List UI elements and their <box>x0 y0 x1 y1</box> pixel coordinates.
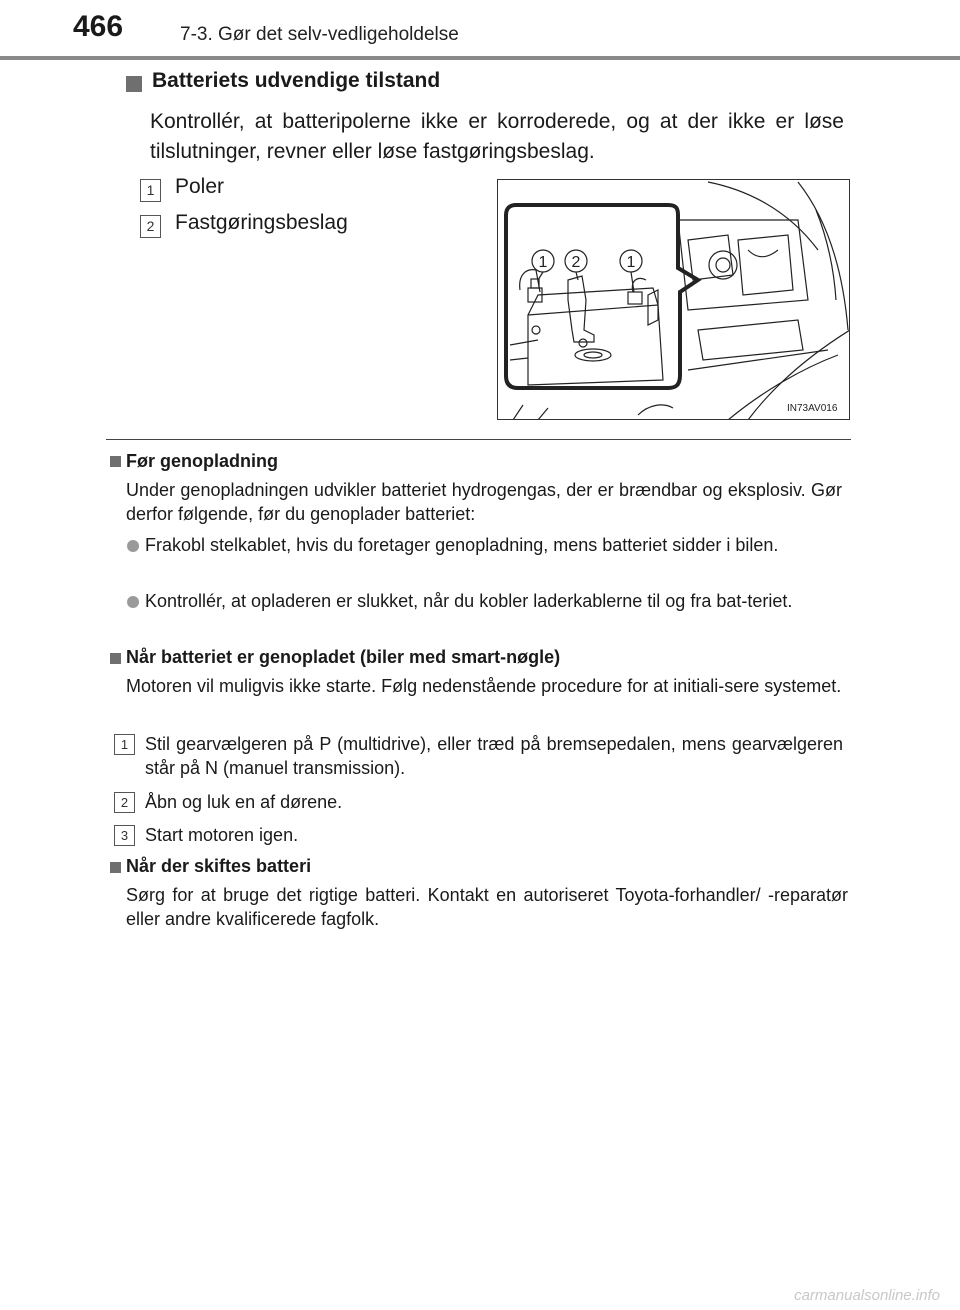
legend-number-2: 2 <box>140 215 161 238</box>
replace-battery-heading: Når der skiftes batteri <box>126 856 312 876</box>
legend-number-1: 1 <box>140 179 161 202</box>
legend-label-brackets: Fastgøringsbeslag <box>175 211 348 234</box>
after-recharge-heading: Når batteriet er genopladet (biler med smart-nøgle) <box>126 647 561 667</box>
figure-callout-2: 2 <box>571 254 581 271</box>
battery-condition-text: Kontrollér, at batteripolerne ikke er korroderede, og at der ikke er løse tilslutninger, revner eller løse fastgøringsbeslag. <box>150 110 844 163</box>
bullet-dot-icon <box>127 596 139 608</box>
replace-battery-text: Sørg for at bruge det rigtige batteri. Kontakt en autoriseret Toyota-forhandler/ -reparatør eller andre kvalificerede fagfolk. <box>126 885 848 929</box>
heading-square-icon <box>110 456 121 467</box>
header-divider <box>0 56 960 60</box>
battery-condition-heading: Batteriets udvendige tilstand <box>152 69 441 92</box>
figure-callout-1a: 1 <box>538 254 548 271</box>
figure-callout-1b: 1 <box>626 254 636 271</box>
step-number-1: 1 <box>114 734 135 755</box>
step-number-2: 2 <box>114 792 135 813</box>
heading-square-icon <box>110 862 121 873</box>
before-recharge-text: Under genopladningen udvikler batteriet hydrogengas, der er brændbar og eksplosiv. Gør derfor følgende, før du genoplader batteriet: <box>126 480 842 524</box>
step-text-1: Stil gearvælgeren på P (multidrive), eller træd på bremsepedalen, mens gearvælgeren står på N (manuel transmission). <box>145 734 843 778</box>
figure-code: IN73AV016 <box>787 403 838 414</box>
watermark: carmanualsonline.info <box>794 1287 940 1304</box>
section-divider <box>106 439 851 440</box>
page-number: 466 <box>73 10 124 43</box>
heading-square-icon <box>110 653 121 664</box>
before-recharge-heading: Før genopladning <box>126 451 278 471</box>
bullet-disconnect-ground: Frakobl stelkablet, hvis du foretager genopladning, mens batteriet sidder i bilen. <box>145 535 779 555</box>
battery-illustration <box>497 179 850 420</box>
engine-bay-drawing <box>498 180 850 420</box>
step-text-2: Åbn og luk en af dørene. <box>145 792 343 812</box>
bullet-dot-icon <box>127 540 139 552</box>
heading-square-icon <box>126 76 142 92</box>
step-text-3: Start motoren igen. <box>145 825 299 845</box>
after-recharge-text: Motoren vil muligvis ikke starte. Følg nedenstående procedure for at initiali-sere systemet. <box>126 676 842 696</box>
step-number-3: 3 <box>114 825 135 846</box>
bullet-charger-off: Kontrollér, at opladeren er slukket, når du kobler laderkablerne til og fra bat-teriet. <box>145 591 793 611</box>
section-title: 7-3. Gør det selv-vedligeholdelse <box>180 24 459 45</box>
legend-label-poles: Poler <box>175 175 225 198</box>
